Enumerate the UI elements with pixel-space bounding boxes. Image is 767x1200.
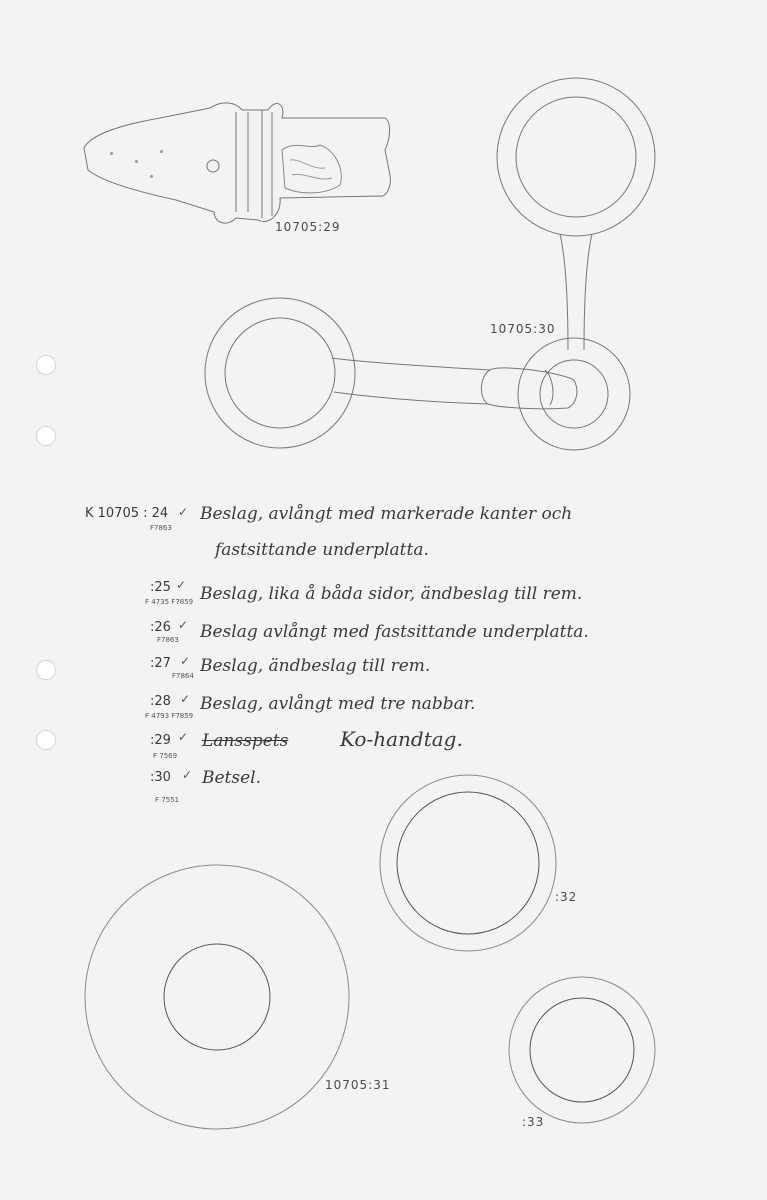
entry-number: :29 [150,733,171,748]
check-mark: ✓ [180,692,191,706]
find-number: F 7569 [153,752,178,760]
entry-number: :27 [150,656,171,671]
rivet-mark [160,150,163,153]
entry-text: Beslag, ändbeslag till rem. [200,656,431,676]
find-number: F 7551 [155,796,180,804]
label-33: :33 [522,1115,545,1129]
label-10705-30: 10705:30 [490,322,556,336]
entry-number: :28 [150,694,171,709]
entry-text-continued: fastsittande underplatta. [215,540,429,560]
entry-text: Beslag, avlångt med markerade kanter och [200,504,573,524]
check-mark: ✓ [180,654,191,668]
entry-text: Beslag, lika å båda sidor, ändbeslag till rem. [200,584,583,604]
entry-text: Beslag avlångt med fastsittande underplatta. [200,622,589,642]
rivet-mark [110,152,113,155]
entry-number: K 10705 : 24 [85,506,169,521]
check-mark: ✓ [178,618,189,632]
fitting-29-drawing [84,103,390,223]
check-mark: ✓ [178,730,189,744]
ring-32-drawing [380,775,556,951]
find-number: F 4793 F7859 [145,712,194,720]
find-number: F7864 [172,672,194,680]
entry-text: Beslag, avlångt med tre nabbar. [200,694,476,714]
check-mark: ✓ [182,768,193,782]
label-10705-31: 10705:31 [325,1078,391,1092]
entry-number: :30 [150,770,171,785]
label-10705-29: 10705:29 [275,220,341,234]
find-number: F7863 [150,524,172,532]
check-mark: ✓ [178,505,189,519]
rivet-mark [135,160,138,163]
find-number: F7863 [157,636,179,644]
find-number: F 4735 F7859 [145,598,194,606]
label-32: :32 [555,890,578,904]
entry-number: :25 [150,580,171,595]
ring-31-drawing [85,865,349,1129]
entry-text: Ko-handtag. [340,727,463,751]
entry-number: :26 [150,620,171,635]
check-mark: ✓ [176,578,187,592]
struck-entry-text: Lansspets [202,731,289,751]
rivet-mark [150,175,153,178]
entry-text: Betsel. [202,768,262,788]
ring-33-drawing [509,977,655,1123]
